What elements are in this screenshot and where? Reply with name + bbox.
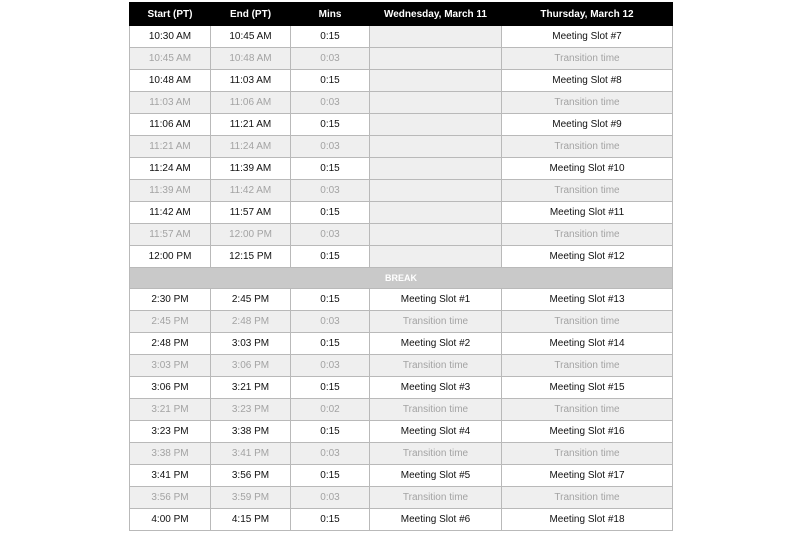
- header-end: End (PT): [211, 3, 291, 26]
- wednesday-cell: Meeting Slot #6: [370, 509, 502, 531]
- start-time-cell: 3:56 PM: [130, 487, 211, 509]
- thursday-cell: Meeting Slot #15: [502, 377, 673, 399]
- thursday-cell: Meeting Slot #10: [502, 158, 673, 180]
- end-time-cell: 11:21 AM: [211, 114, 291, 136]
- duration-cell: 0:15: [291, 509, 370, 531]
- transition-row: [130, 443, 673, 465]
- end-time-cell: 3:56 PM: [211, 465, 291, 487]
- start-time-cell: 2:45 PM: [130, 311, 211, 333]
- end-time-cell: 11:03 AM: [211, 70, 291, 92]
- wednesday-cell: [370, 158, 502, 180]
- start-time-cell: 12:00 PM: [130, 246, 211, 268]
- transition-row: [130, 136, 673, 158]
- wednesday-cell: [370, 246, 502, 268]
- end-time-cell: 3:41 PM: [211, 443, 291, 465]
- meeting-row: [130, 289, 673, 311]
- duration-cell: 0:15: [291, 333, 370, 355]
- start-time-cell: 11:21 AM: [130, 136, 211, 158]
- header-wednesday: Wednesday, March 11: [370, 3, 502, 26]
- duration-cell: 0:03: [291, 48, 370, 70]
- start-time-cell: 3:03 PM: [130, 355, 211, 377]
- thursday-cell: Meeting Slot #17: [502, 465, 673, 487]
- end-time-cell: 3:38 PM: [211, 421, 291, 443]
- header-mins: Mins: [291, 3, 370, 26]
- thursday-cell: Meeting Slot #8: [502, 70, 673, 92]
- start-time-cell: 3:06 PM: [130, 377, 211, 399]
- thursday-cell: Meeting Slot #11: [502, 202, 673, 224]
- header-start: Start (PT): [130, 3, 211, 26]
- start-time-cell: 11:42 AM: [130, 202, 211, 224]
- duration-cell: 0:15: [291, 114, 370, 136]
- duration-cell: 0:03: [291, 180, 370, 202]
- thursday-cell: Transition time: [502, 443, 673, 465]
- wednesday-cell: Transition time: [370, 311, 502, 333]
- duration-cell: 0:03: [291, 92, 370, 114]
- thursday-cell: Transition time: [502, 92, 673, 114]
- wednesday-cell: Transition time: [370, 355, 502, 377]
- end-time-cell: 2:48 PM: [211, 311, 291, 333]
- thursday-cell: Transition time: [502, 136, 673, 158]
- duration-cell: 0:15: [291, 377, 370, 399]
- start-time-cell: 10:45 AM: [130, 48, 211, 70]
- end-time-cell: 3:23 PM: [211, 399, 291, 421]
- meeting-row: [130, 377, 673, 399]
- wednesday-cell: [370, 202, 502, 224]
- end-time-cell: 11:39 AM: [211, 158, 291, 180]
- end-time-cell: 3:03 PM: [211, 333, 291, 355]
- duration-cell: 0:15: [291, 202, 370, 224]
- transition-row: [130, 48, 673, 70]
- meeting-row: [130, 114, 673, 136]
- wednesday-cell: [370, 180, 502, 202]
- start-time-cell: 11:24 AM: [130, 158, 211, 180]
- thursday-cell: Meeting Slot #16: [502, 421, 673, 443]
- wednesday-cell: [370, 136, 502, 158]
- start-time-cell: 2:48 PM: [130, 333, 211, 355]
- wednesday-cell: [370, 70, 502, 92]
- meeting-row: [130, 202, 673, 224]
- start-time-cell: 11:06 AM: [130, 114, 211, 136]
- thursday-cell: Transition time: [502, 355, 673, 377]
- thursday-cell: Meeting Slot #7: [502, 26, 673, 48]
- wednesday-cell: Transition time: [370, 399, 502, 421]
- break-row: [130, 268, 673, 289]
- end-time-cell: 10:48 AM: [211, 48, 291, 70]
- thursday-cell: Meeting Slot #18: [502, 509, 673, 531]
- end-time-cell: 3:06 PM: [211, 355, 291, 377]
- end-time-cell: 11:42 AM: [211, 180, 291, 202]
- end-time-cell: 11:24 AM: [211, 136, 291, 158]
- end-time-cell: 3:59 PM: [211, 487, 291, 509]
- duration-cell: 0:02: [291, 399, 370, 421]
- end-time-cell: 4:15 PM: [211, 509, 291, 531]
- meeting-row: [130, 158, 673, 180]
- thursday-cell: Transition time: [502, 311, 673, 333]
- duration-cell: 0:03: [291, 355, 370, 377]
- schedule-table: [129, 2, 673, 531]
- header-thursday: Thursday, March 12: [502, 3, 673, 26]
- duration-cell: 0:03: [291, 443, 370, 465]
- thursday-cell: Transition time: [502, 399, 673, 421]
- duration-cell: 0:15: [291, 246, 370, 268]
- end-time-cell: 2:45 PM: [211, 289, 291, 311]
- wednesday-cell: [370, 92, 502, 114]
- start-time-cell: 2:30 PM: [130, 289, 211, 311]
- start-time-cell: 3:41 PM: [130, 465, 211, 487]
- wednesday-cell: Meeting Slot #5: [370, 465, 502, 487]
- header-row: [130, 3, 673, 26]
- meeting-row: [130, 333, 673, 355]
- transition-row: [130, 355, 673, 377]
- meeting-row: [130, 70, 673, 92]
- wednesday-cell: Transition time: [370, 443, 502, 465]
- thursday-cell: Transition time: [502, 224, 673, 246]
- wednesday-cell: Meeting Slot #1: [370, 289, 502, 311]
- wednesday-cell: Meeting Slot #3: [370, 377, 502, 399]
- transition-row: [130, 487, 673, 509]
- start-time-cell: 3:21 PM: [130, 399, 211, 421]
- transition-row: [130, 180, 673, 202]
- thursday-cell: Meeting Slot #12: [502, 246, 673, 268]
- break-label: BREAK: [130, 268, 673, 289]
- start-time-cell: 11:03 AM: [130, 92, 211, 114]
- end-time-cell: 3:21 PM: [211, 377, 291, 399]
- start-time-cell: 4:00 PM: [130, 509, 211, 531]
- duration-cell: 0:15: [291, 158, 370, 180]
- thursday-cell: Meeting Slot #9: [502, 114, 673, 136]
- duration-cell: 0:15: [291, 26, 370, 48]
- wednesday-cell: [370, 48, 502, 70]
- wednesday-cell: Meeting Slot #2: [370, 333, 502, 355]
- start-time-cell: 10:48 AM: [130, 70, 211, 92]
- wednesday-cell: [370, 26, 502, 48]
- meeting-row: [130, 421, 673, 443]
- end-time-cell: 12:15 PM: [211, 246, 291, 268]
- thursday-cell: Transition time: [502, 48, 673, 70]
- meeting-row: [130, 465, 673, 487]
- thursday-cell: Transition time: [502, 180, 673, 202]
- start-time-cell: 11:57 AM: [130, 224, 211, 246]
- end-time-cell: 10:45 AM: [211, 26, 291, 48]
- schedule-body: [130, 26, 673, 531]
- end-time-cell: 11:57 AM: [211, 202, 291, 224]
- start-time-cell: 3:38 PM: [130, 443, 211, 465]
- transition-row: [130, 224, 673, 246]
- duration-cell: 0:03: [291, 224, 370, 246]
- duration-cell: 0:03: [291, 487, 370, 509]
- start-time-cell: 3:23 PM: [130, 421, 211, 443]
- end-time-cell: 12:00 PM: [211, 224, 291, 246]
- thursday-cell: Meeting Slot #14: [502, 333, 673, 355]
- thursday-cell: Transition time: [502, 487, 673, 509]
- end-time-cell: 11:06 AM: [211, 92, 291, 114]
- start-time-cell: 10:30 AM: [130, 26, 211, 48]
- wednesday-cell: Meeting Slot #4: [370, 421, 502, 443]
- meeting-row: [130, 246, 673, 268]
- wednesday-cell: Transition time: [370, 487, 502, 509]
- meeting-row: [130, 509, 673, 531]
- duration-cell: 0:03: [291, 311, 370, 333]
- duration-cell: 0:15: [291, 289, 370, 311]
- duration-cell: 0:15: [291, 421, 370, 443]
- transition-row: [130, 92, 673, 114]
- transition-row: [130, 399, 673, 421]
- duration-cell: 0:15: [291, 465, 370, 487]
- wednesday-cell: [370, 114, 502, 136]
- meeting-row: [130, 26, 673, 48]
- start-time-cell: 11:39 AM: [130, 180, 211, 202]
- transition-row: [130, 311, 673, 333]
- thursday-cell: Meeting Slot #13: [502, 289, 673, 311]
- duration-cell: 0:15: [291, 70, 370, 92]
- duration-cell: 0:03: [291, 136, 370, 158]
- wednesday-cell: [370, 224, 502, 246]
